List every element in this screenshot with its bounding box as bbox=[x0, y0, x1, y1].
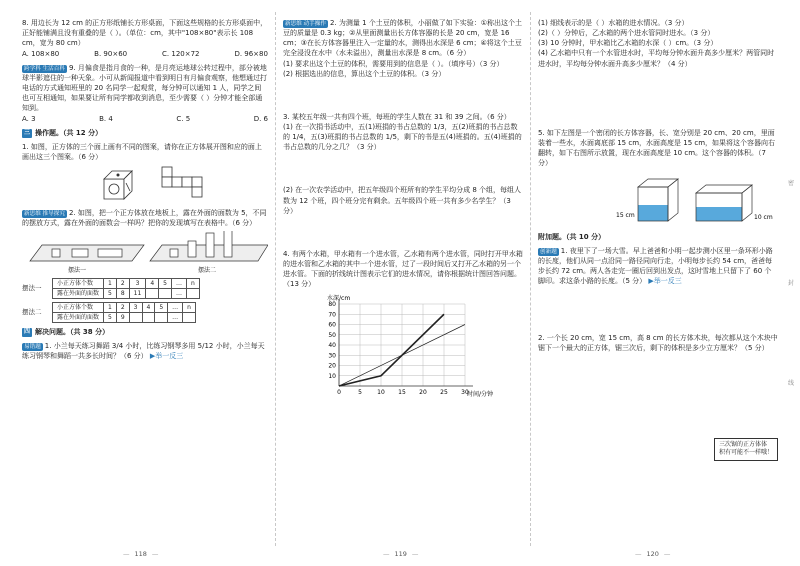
problem-2: 新思维 动手操作 2. 为测量 1 个土豆的体积，小丽做了如下实验：①称出这个土豆的质量是 0.3 kg；②从里面测量出长方体容器的长是 20 cm，宽是 16 cm；③在长方体容器里注入一定量的水，测得出水深是 6 cm；④将这个土豆完全浸没在水中（水未溢出），测量出水深是 8 cm。（6 分） (1) 要求出这个土豆的体积，需要用到的信息是（ ）。（填序号）（3 分） (2) 根据选出的信息，算出这个土豆的体积。（3 分） bbox=[283, 19, 523, 78]
problem-4-questions: (1) 细线表示的是（ ）水箱的进水情况。（3 分） (2)（ ）分钟后，乙水箱的两个进水管同时进水。（3 分） (3) 10 分钟时，甲水箱比乙水箱的水深（ ）cm。（3 分） (4) 乙水箱中只有一个水管进水时，平均每分钟水面升高多少厘米？两管同时进水时，平均每分钟水面升高多少厘米？（4 分） bbox=[538, 19, 775, 68]
answer-space bbox=[283, 155, 523, 185]
question-tag: 新思维 动手操作 bbox=[285, 21, 326, 27]
question-9: 跨学科 生活百科 9. 月偏食是指月食的一种，是月亮运地球公转过程中，部分被地球半影遮住的一种天象。小可从新闻报道中看到明日有月偏食观察，他想通过打电话的方式通知班里的 20 名同学一起观赏，每分钟可以通知 1 人，同学之间也可互相通知，如果要让所有同学都收到消息，至少需要（ ）分钟才能全部通知到。 A. 3 B. 4 C. 5 D. 6 bbox=[22, 63, 268, 124]
page-number-120: — 120 — bbox=[630, 550, 675, 559]
question-tag: 易错题 bbox=[24, 343, 41, 350]
seal-line-char: 线 bbox=[787, 380, 794, 387]
page-118 bbox=[22, 18, 268, 364]
problem-3: 3. 某校五年级一共有四个班，每班的学生人数在 31 和 39 之间。（6 分） (1) 在一次捐书活动中，五(1)班捐的书占总数的 1/3，五(2)班捐的书占总数的 1/4，五(3)班捐的书占总数的 1/5，剩下的书是五(4)班捐的。五(4)班捐的书占总数的几分之几？（3 分） bbox=[283, 112, 522, 152]
container-figure bbox=[538, 171, 778, 225]
y-tick-label: 30 bbox=[328, 352, 336, 360]
x-tick-label: 0 bbox=[337, 389, 341, 397]
x-tick-label: 20 bbox=[419, 389, 427, 397]
x-tick-label: 5 bbox=[358, 389, 362, 397]
water-depth-line-chart bbox=[283, 292, 523, 400]
question-9-options: A. 3 B. 4 C. 5 D. 6 bbox=[22, 115, 268, 124]
chart-ylabel: 水深/cm bbox=[327, 295, 351, 303]
y-tick-label: 50 bbox=[328, 332, 336, 340]
bonus-2: 2. 一个长 20 cm，宽 15 cm，高 8 cm 的长方体木块，每次都从这个木块中锯下一个最大的正方体，锯三次后，剩下的体积是多少立方厘米？（5 分） bbox=[538, 334, 778, 353]
table-arrangement-2: 摆法二 小正方体个数 1 2 3 4 5 … n 露在外面的面数 5 9 … bbox=[22, 302, 268, 323]
operation-1: 1. 如图，正方体的三个面上画有不同的图案，请你在正方体展开图和应的面上画出这三个图案。（6 分） bbox=[22, 142, 262, 161]
data-table-2 bbox=[52, 302, 196, 323]
seal-line-char: 封 bbox=[787, 280, 794, 287]
answer-space bbox=[538, 72, 778, 128]
x-tick-label: 30 bbox=[461, 389, 469, 397]
table-arrangement-1: 摆法一 小正方体个数 1 2 3 4 5 … n 露在外面的面数 5 8 11 … bbox=[22, 278, 268, 299]
container-right-label: 10 cm bbox=[754, 214, 773, 222]
page-number-118: — 118 — bbox=[118, 550, 163, 559]
table-row: 露在外面的面数 5 9 … bbox=[53, 313, 196, 323]
answer-space bbox=[538, 289, 778, 333]
practice-link[interactable]: ▶举一反三 bbox=[149, 351, 184, 360]
arrangement-label-1: 摆法一 bbox=[67, 267, 87, 275]
table-row: 小正方体个数 1 2 3 4 5 … n bbox=[53, 303, 196, 313]
problem-5: 5. 如下左图是一个密闭的长方体容器，长、宽分别是 20 cm、20 cm，里面装着一些水，水面离底部 15 cm，水面高度是 15 cm，如果将这个容器向右翻转，如下右图所示放置，现在水面高度是 10 cm。这个容器的体积。（7 分） bbox=[538, 128, 776, 168]
x-tick-label: 10 bbox=[377, 389, 385, 397]
page-120 bbox=[538, 18, 778, 356]
chart-xlabel: 时间/分钟 bbox=[467, 391, 494, 399]
chart-grid bbox=[339, 300, 473, 386]
table-row: 小正方体个数 1 2 3 4 5 … n bbox=[53, 279, 200, 289]
container-upright bbox=[616, 179, 678, 221]
page-divider bbox=[530, 12, 531, 546]
problem-3-part-2: (2) 在一次农学活动中，把五年级四个班所有的学生平均分成 8 个组，每组人数为 12 个班，四个班分完有剩余。五年级四个班一共有多少名学生？（3 分） bbox=[283, 186, 522, 215]
y-tick-label: 70 bbox=[328, 311, 336, 319]
question-tag: 创新题 bbox=[540, 248, 557, 255]
container-flipped bbox=[696, 185, 773, 221]
container-left-label: 15 cm bbox=[616, 212, 635, 220]
y-tick-label: 10 bbox=[328, 373, 336, 381]
series-line-2 bbox=[339, 315, 444, 387]
y-tick-label: 60 bbox=[328, 321, 336, 329]
question-8: 8. 用边长为 12 cm 的正方形纸铺长方形桌面，下面这些规格的长方形桌面中，正好能铺满且没有重叠的是（ ）。（单位：cm，其中"108×80"表示长 108 cm，宽为 80 cm） A. 108×80 B. 90×60 C. 120×72 D. 96×80 bbox=[22, 19, 268, 59]
cube-net-drawing bbox=[162, 167, 202, 197]
problem-4: 4. 有两个水箱，甲水箱有一个进水管，乙水箱有两个进水管，同时打开甲水箱的进水管和乙水箱的其中一个进水管，过了一段时间后又打开乙水箱的另一个进水管。下面的折线统计图表示它们的进水情况，请你根据统计图回答问题。（13 分） bbox=[283, 249, 523, 289]
page-divider bbox=[275, 12, 276, 546]
y-tick-label: 40 bbox=[328, 342, 336, 350]
question-tag: 跨学科 生活百科 bbox=[24, 65, 65, 72]
y-tick-label: 80 bbox=[328, 301, 336, 309]
answer-space bbox=[283, 219, 523, 249]
hint-bubble: 三次锯的正方体体 积有可能不一样哦！ bbox=[714, 438, 778, 461]
cube-and-net-figure bbox=[22, 165, 268, 205]
table-row: 露在外面的面数 5 8 11 … bbox=[53, 289, 200, 299]
seal-line-char: 密 bbox=[787, 180, 794, 187]
chart-ticks bbox=[328, 301, 469, 396]
page-number-119: — 119 — bbox=[378, 550, 423, 559]
section-problems: 四 解决问题。（共 38 分） bbox=[23, 328, 110, 337]
section-operation: 三 操作题。（共 12 分） bbox=[23, 129, 103, 138]
practice-link[interactable]: ▶举一反三 bbox=[648, 276, 682, 285]
page-119 bbox=[283, 18, 523, 404]
question-8-options: A. 108×80 B. 90×60 C. 120×72 D. 96×80 bbox=[22, 50, 268, 59]
cube-drawing bbox=[104, 171, 132, 199]
x-tick-label: 25 bbox=[440, 389, 448, 397]
section-bonus: 附加题。（共 10 分） bbox=[538, 233, 606, 242]
arrangement-figure bbox=[22, 231, 268, 275]
arrangement-label-2: 摆法二 bbox=[197, 267, 217, 275]
answer-space bbox=[283, 82, 523, 112]
question-tag: 新思维 推导探究 bbox=[24, 210, 65, 217]
problem-1: 易错题 1. 小兰每天练习舞蹈 3/4 小时，比练习钢琴多用 5/12 小时，小兰每天练习钢琴和舞蹈一共多长时间？（6 分） ▶举一反三 bbox=[22, 341, 265, 360]
operation-2: 新思维 推导探究 2. 如图，把一个正方体放在地板上，露在外面的面数为 5，不同的摆放方式，露在外面的面数会一样吗？把你的发现填写在表格中。（6 分） bbox=[22, 208, 267, 228]
x-tick-label: 15 bbox=[398, 389, 406, 397]
bonus-1: 创新题 1. 夜里下了一场大雪。早上爸爸和小明一起步测小区里一条环形小路的长度，他们从同一点沿同一路径同向行走，小明每步长约 54 cm，爸爸每步长约 72 cm。两人各走完一圈后回到出发点，这时雪地上只留下了 60 个脚印。求这条小路的长度。（5 分） ▶举一反三 bbox=[538, 246, 773, 285]
y-tick-label: 20 bbox=[328, 362, 336, 370]
data-table-1 bbox=[52, 278, 200, 299]
